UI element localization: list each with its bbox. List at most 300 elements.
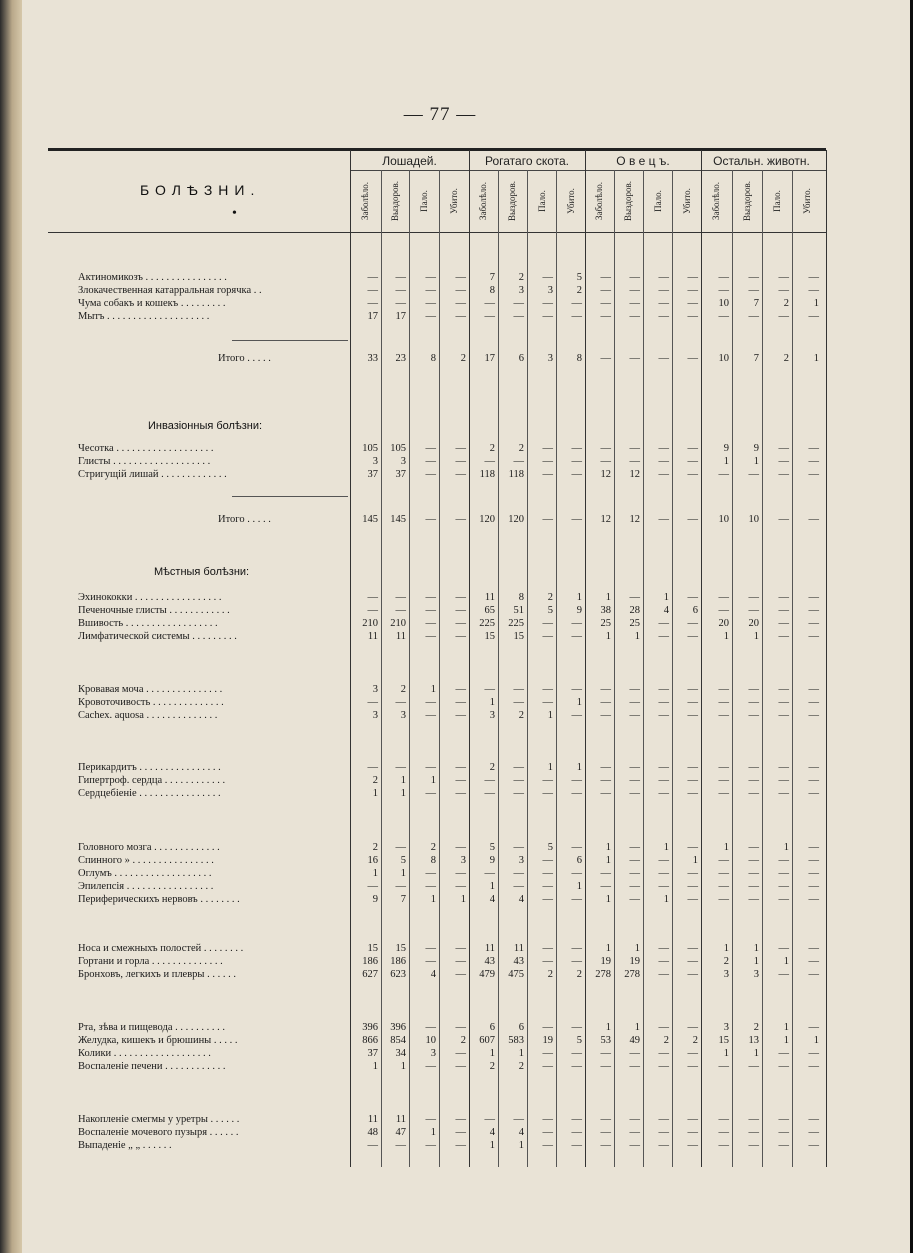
table-cell: —: [687, 956, 698, 967]
row-label: Головного мозга . . . . . . . . . . . . .: [78, 842, 220, 853]
table-cell: —: [425, 311, 436, 322]
table-cell: —: [367, 762, 378, 773]
table-cell: —: [718, 697, 729, 708]
table-cell: —: [778, 514, 789, 525]
table-cell: —: [658, 1127, 669, 1138]
table-cell: —: [600, 1061, 611, 1072]
table-cell: —: [425, 592, 436, 603]
table-cell: 8: [518, 592, 524, 603]
subcolumn-header: [439, 172, 469, 230]
row-label: Гортани и горла . . . . . . . . . . . . . .: [78, 956, 223, 967]
table-cell: —: [778, 592, 789, 603]
table-cell: —: [542, 469, 553, 480]
table-row: [0, 855, 913, 867]
row-label: Гипертроф. сердца . . . . . . . . . . . .: [78, 775, 226, 786]
table-cell: —: [778, 1140, 789, 1151]
table-cell: 7: [400, 894, 406, 905]
table-cell: 3: [489, 710, 495, 721]
table-cell: —: [778, 881, 789, 892]
table-cell: —: [455, 1048, 466, 1059]
section-invasive: Инвазіонныя болѣзни:: [148, 420, 263, 432]
subcolumn-header: [498, 172, 527, 230]
table-cell: —: [808, 762, 819, 773]
table-row: [0, 514, 913, 526]
subcolumn-label: Убито.: [565, 188, 576, 214]
table-cell: —: [455, 443, 466, 454]
table-cell: —: [571, 1127, 582, 1138]
table-cell: —: [629, 894, 640, 905]
table-cell: —: [600, 311, 611, 322]
table-cell: —: [571, 1022, 582, 1033]
table-cell: 1: [783, 1022, 789, 1033]
table-cell: —: [808, 697, 819, 708]
table-cell: —: [425, 1140, 436, 1151]
table-cell: 8: [430, 353, 436, 364]
table-row: [0, 618, 913, 630]
table-cell: 13: [748, 1035, 759, 1046]
table-cell: 28: [629, 605, 640, 616]
table-cell: —: [513, 298, 524, 309]
row-label: Желудка, кишекъ и брюшины . . . . .: [78, 1035, 238, 1046]
table-cell: —: [658, 1022, 669, 1033]
table-cell: —: [484, 684, 495, 695]
table-cell: 2: [372, 842, 378, 853]
table-cell: —: [748, 762, 759, 773]
table-cell: —: [629, 710, 640, 721]
table-cell: 1: [518, 1140, 524, 1151]
table-row: [0, 868, 913, 880]
table-cell: 1: [663, 842, 669, 853]
table-cell: 9: [723, 443, 729, 454]
table-cell: —: [778, 697, 789, 708]
table-cell: —: [425, 1061, 436, 1072]
table-cell: 1: [723, 842, 729, 853]
table-cell: 105: [362, 443, 378, 454]
table-cell: —: [571, 443, 582, 454]
table-cell: 583: [508, 1035, 524, 1046]
row-label: Итого . . . . .: [218, 514, 271, 525]
table-row: [0, 697, 913, 709]
table-cell: —: [425, 272, 436, 283]
table-cell: —: [600, 1140, 611, 1151]
table-cell: 866: [362, 1035, 378, 1046]
table-cell: —: [455, 592, 466, 603]
subcolumn-label: Выздоров.: [623, 180, 634, 222]
table-cell: —: [718, 605, 729, 616]
table-cell: 5: [400, 855, 406, 866]
table-cell: 1: [576, 592, 582, 603]
table-cell: 15: [367, 943, 378, 954]
table-cell: 1: [723, 456, 729, 467]
table-cell: —: [808, 1127, 819, 1138]
table-cell: —: [455, 618, 466, 629]
row-label: Кровавая моча . . . . . . . . . . . . . . .: [78, 684, 223, 695]
table-cell: —: [687, 775, 698, 786]
table-cell: —: [808, 592, 819, 603]
row-label: Вшивость . . . . . . . . . . . . . . . . . .: [78, 618, 218, 629]
table-cell: 2: [489, 762, 495, 773]
table-cell: —: [425, 456, 436, 467]
table-cell: —: [542, 272, 553, 283]
table-cell: 1: [634, 943, 640, 954]
table-cell: 9: [372, 894, 378, 905]
table-row: [0, 592, 913, 604]
table-cell: —: [571, 1048, 582, 1059]
subcolumn-header: [585, 172, 614, 230]
table-cell: —: [484, 775, 495, 786]
table-cell: 2: [547, 969, 553, 980]
table-cell: —: [778, 894, 789, 905]
table-cell: 1: [783, 956, 789, 967]
table-cell: 1: [460, 894, 466, 905]
table-cell: —: [808, 272, 819, 283]
subcolumn-label: Выздоров.: [507, 180, 518, 222]
table-cell: 105: [390, 443, 406, 454]
table-cell: 43: [513, 956, 524, 967]
table-cell: —: [808, 684, 819, 695]
table-row: [0, 684, 913, 696]
table-cell: —: [425, 469, 436, 480]
table-cell: —: [687, 1114, 698, 1125]
table-cell: —: [600, 881, 611, 892]
table-cell: —: [778, 1048, 789, 1059]
table-cell: 1: [605, 842, 611, 853]
table-cell: —: [542, 311, 553, 322]
subcolumn-label: Выздоров.: [390, 180, 400, 222]
table-cell: —: [687, 762, 698, 773]
table-cell: —: [808, 1022, 819, 1033]
row-label: Эпилепсія . . . . . . . . . . . . . . . . .: [78, 881, 214, 892]
table-cell: —: [425, 1114, 436, 1125]
row-label: Печеночные глисты . . . . . . . . . . . .: [78, 605, 230, 616]
table-row: [0, 469, 913, 481]
table-cell: 16: [367, 855, 378, 866]
table-cell: 3: [723, 1022, 729, 1033]
row-label: Воспаленіе мочевого пузыря . . . . . .: [78, 1127, 239, 1138]
table-cell: —: [748, 1140, 759, 1151]
table-cell: —: [629, 684, 640, 695]
table-cell: —: [600, 1048, 611, 1059]
table-cell: —: [571, 788, 582, 799]
table-cell: 475: [508, 969, 524, 980]
table-cell: —: [542, 894, 553, 905]
subcolumn-label: Заболѣло.: [594, 181, 605, 221]
table-cell: —: [808, 969, 819, 980]
table-cell: 278: [624, 969, 640, 980]
table-cell: —: [808, 311, 819, 322]
table-cell: —: [748, 684, 759, 695]
table-cell: —: [658, 697, 669, 708]
table-cell: 1: [576, 697, 582, 708]
table-cell: —: [542, 956, 553, 967]
table-cell: 23: [395, 353, 406, 364]
table-cell: 15: [513, 631, 524, 642]
table-cell: —: [629, 855, 640, 866]
table-cell: 2: [783, 298, 789, 309]
table-cell: —: [542, 443, 553, 454]
table-cell: —: [687, 868, 698, 879]
table-cell: —: [425, 868, 436, 879]
table-cell: —: [571, 514, 582, 525]
subcolumn-header: [469, 172, 498, 230]
table-row: [0, 894, 913, 906]
table-cell: —: [600, 272, 611, 283]
table-cell: —: [778, 943, 789, 954]
table-cell: —: [808, 514, 819, 525]
subcolumn-label: Пало.: [536, 190, 547, 212]
table-cell: —: [455, 710, 466, 721]
row-label: Стригущій лишай . . . . . . . . . . . . .: [78, 469, 227, 480]
table-row: [0, 1140, 913, 1152]
table-cell: —: [542, 631, 553, 642]
table-row: [0, 1048, 913, 1060]
table-cell: —: [748, 697, 759, 708]
table-cell: —: [778, 1127, 789, 1138]
table-cell: —: [718, 894, 729, 905]
table-cell: —: [571, 469, 582, 480]
table-cell: 12: [600, 514, 611, 525]
table-cell: —: [542, 684, 553, 695]
table-row: [0, 788, 913, 800]
table-cell: —: [425, 631, 436, 642]
table-cell: —: [571, 618, 582, 629]
table-cell: 3: [723, 969, 729, 980]
row-label: Бронховъ, легкихъ и плевры . . . . . .: [78, 969, 236, 980]
table-cell: 3: [400, 456, 406, 467]
row-label: Носа и смежныхъ полостей . . . . . . . .: [78, 943, 244, 954]
table-cell: —: [455, 969, 466, 980]
table-cell: 8: [576, 353, 582, 364]
table-cell: —: [600, 697, 611, 708]
table-cell: 2: [372, 775, 378, 786]
table-cell: 17: [484, 353, 495, 364]
table-cell: —: [748, 881, 759, 892]
table-cell: —: [542, 1048, 553, 1059]
table-cell: —: [629, 762, 640, 773]
table-cell: —: [658, 762, 669, 773]
table-cell: 4: [518, 894, 524, 905]
table-cell: —: [455, 697, 466, 708]
table-cell: —: [748, 1061, 759, 1072]
table-cell: —: [778, 969, 789, 980]
table-cell: —: [455, 943, 466, 954]
table-cell: —: [748, 1127, 759, 1138]
table-cell: —: [808, 855, 819, 866]
table-cell: —: [778, 469, 789, 480]
table-cell: 1: [400, 868, 406, 879]
table-cell: —: [687, 311, 698, 322]
table-cell: 1: [489, 881, 495, 892]
table-cell: —: [571, 868, 582, 879]
table-cell: 2: [518, 710, 524, 721]
table-cell: 1: [518, 1048, 524, 1059]
table-row: [0, 285, 913, 297]
table-cell: —: [658, 684, 669, 695]
table-cell: —: [513, 697, 524, 708]
table-cell: 1: [430, 894, 436, 905]
table-cell: —: [658, 469, 669, 480]
table-cell: 12: [600, 469, 611, 480]
table-cell: —: [687, 443, 698, 454]
table-cell: —: [367, 605, 378, 616]
table-cell: —: [748, 788, 759, 799]
table-cell: 19: [542, 1035, 553, 1046]
table-cell: 2: [460, 1035, 466, 1046]
table-cell: —: [629, 443, 640, 454]
table-cell: —: [778, 272, 789, 283]
table-cell: 6: [692, 605, 698, 616]
table-cell: —: [778, 285, 789, 296]
table-cell: 2: [723, 956, 729, 967]
table-cell: 2: [518, 443, 524, 454]
table-cell: —: [778, 788, 789, 799]
table-cell: 5: [576, 1035, 582, 1046]
table-cell: —: [455, 684, 466, 695]
table-cell: —: [808, 710, 819, 721]
subcolumn-label: Убито.: [801, 188, 812, 214]
table-cell: —: [600, 762, 611, 773]
table-cell: 6: [518, 353, 524, 364]
table-cell: —: [367, 298, 378, 309]
table-cell: —: [542, 456, 553, 467]
table-cell: —: [808, 788, 819, 799]
table-cell: 1: [372, 788, 378, 799]
table-cell: 1: [723, 631, 729, 642]
table-cell: 3: [753, 969, 759, 980]
table-cell: —: [629, 842, 640, 853]
table-cell: —: [748, 894, 759, 905]
table-cell: —: [687, 298, 698, 309]
row-label: Злокачественная катарральная горячка . .: [78, 285, 262, 296]
table-cell: 9: [576, 605, 582, 616]
table-cell: —: [571, 684, 582, 695]
table-cell: 12: [629, 469, 640, 480]
table-cell: —: [425, 298, 436, 309]
table-cell: 2: [489, 1061, 495, 1072]
subcolumn-label: Убито.: [448, 188, 459, 214]
table-cell: —: [455, 298, 466, 309]
table-cell: 118: [479, 469, 495, 480]
table-cell: —: [600, 353, 611, 364]
table-cell: 1: [813, 353, 819, 364]
table-cell: 53: [600, 1035, 611, 1046]
table-cell: —: [687, 469, 698, 480]
table-cell: —: [571, 1061, 582, 1072]
table-cell: —: [600, 775, 611, 786]
table-cell: 19: [600, 956, 611, 967]
table-cell: 65: [484, 605, 495, 616]
table-cell: —: [808, 775, 819, 786]
table-cell: —: [687, 943, 698, 954]
table-cell: —: [425, 697, 436, 708]
table-cell: —: [658, 788, 669, 799]
table-cell: —: [600, 1127, 611, 1138]
table-cell: —: [629, 298, 640, 309]
table-cell: —: [687, 631, 698, 642]
table-cell: —: [455, 605, 466, 616]
table-cell: 6: [489, 1022, 495, 1033]
table-cell: 607: [479, 1035, 495, 1046]
table-cell: —: [658, 868, 669, 879]
table-cell: 278: [595, 969, 611, 980]
table-cell: 1: [753, 631, 759, 642]
table-cell: —: [808, 842, 819, 853]
table-cell: —: [808, 618, 819, 629]
row-label: Сердцебіеніе . . . . . . . . . . . . . . . .: [78, 788, 221, 799]
table-cell: —: [687, 788, 698, 799]
table-cell: —: [808, 443, 819, 454]
table-cell: 1: [372, 1061, 378, 1072]
total-rule-1: [232, 340, 348, 341]
table-cell: 2: [692, 1035, 698, 1046]
table-cell: 34: [395, 1048, 406, 1059]
table-cell: 6: [576, 855, 582, 866]
table-cell: —: [395, 298, 406, 309]
table-cell: —: [367, 881, 378, 892]
table-cell: —: [718, 285, 729, 296]
table-cell: —: [571, 631, 582, 642]
table-cell: —: [571, 842, 582, 853]
table-cell: —: [513, 788, 524, 799]
table-cell: —: [542, 298, 553, 309]
table-cell: —: [718, 592, 729, 603]
table-cell: —: [455, 1140, 466, 1151]
table-cell: 20: [748, 618, 759, 629]
table-cell: 2: [753, 1022, 759, 1033]
table-cell: —: [425, 443, 436, 454]
table-cell: 1: [400, 775, 406, 786]
table-cell: 1: [663, 592, 669, 603]
table-row: [0, 605, 913, 617]
table-cell: 1: [692, 855, 698, 866]
table-cell: —: [600, 868, 611, 879]
table-cell: 10: [718, 298, 729, 309]
table-cell: 2: [400, 684, 406, 695]
table-cell: 2: [430, 842, 436, 853]
table-cell: —: [808, 285, 819, 296]
table-cell: 38: [600, 605, 611, 616]
total-rule-2: [232, 496, 348, 497]
table-cell: —: [455, 775, 466, 786]
table-cell: 627: [362, 969, 378, 980]
table-row: [0, 1022, 913, 1034]
table-cell: 120: [479, 514, 495, 525]
table-cell: 9: [753, 443, 759, 454]
table-cell: —: [367, 592, 378, 603]
table-cell: 1: [634, 1022, 640, 1033]
table-cell: —: [600, 788, 611, 799]
table-row: [0, 1114, 913, 1126]
table-cell: 5: [576, 272, 582, 283]
table-cell: —: [687, 1048, 698, 1059]
table-cell: —: [658, 618, 669, 629]
table-cell: 145: [390, 514, 406, 525]
table-cell: 1: [430, 684, 436, 695]
table-cell: —: [571, 1114, 582, 1125]
row-label: Эхинококки . . . . . . . . . . . . . . . . .: [78, 592, 222, 603]
table-cell: 1: [489, 697, 495, 708]
subcolumn-header: [732, 172, 762, 230]
table-cell: 118: [508, 469, 524, 480]
row-label: Мытъ . . . . . . . . . . . . . . . . . . . .: [78, 311, 210, 322]
table-row: [0, 272, 913, 284]
table-cell: —: [484, 311, 495, 322]
table-cell: —: [513, 842, 524, 853]
table-cell: —: [718, 272, 729, 283]
table-cell: —: [687, 285, 698, 296]
table-cell: 3: [518, 855, 524, 866]
table-cell: —: [629, 697, 640, 708]
